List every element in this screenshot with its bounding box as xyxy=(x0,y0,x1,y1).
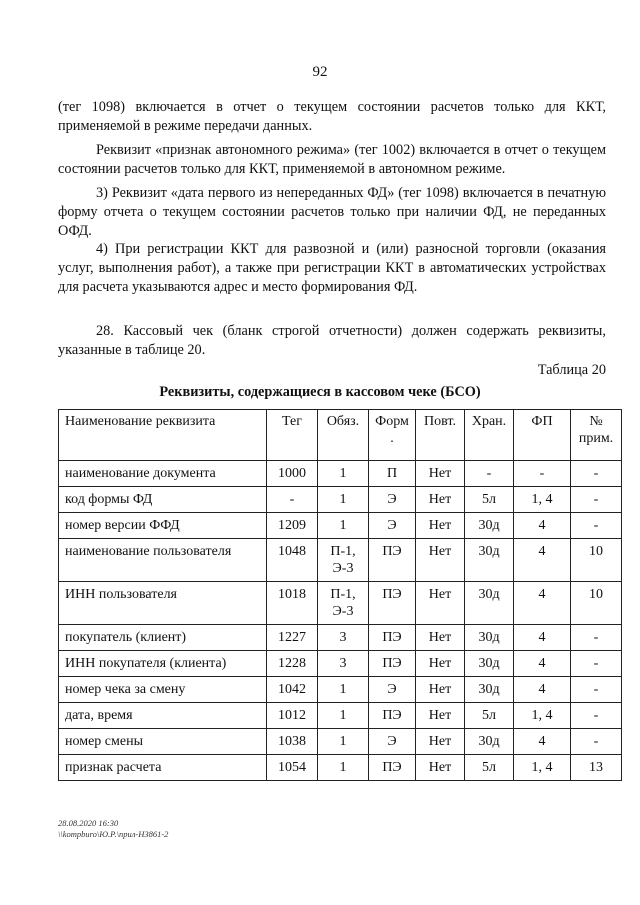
table-cell: Нет xyxy=(416,729,465,755)
paragraph-5 xyxy=(58,322,606,360)
table-cell: П-1, Э-3 xyxy=(318,582,369,625)
table-cell: 1018 xyxy=(267,582,318,625)
table-cell: 1, 4 xyxy=(514,703,571,729)
table-cell: 4 xyxy=(514,539,571,582)
requisite-name-cell: ИНН пользователя xyxy=(59,582,267,625)
table-row xyxy=(59,703,622,729)
table-cell: - xyxy=(571,703,622,729)
table-cell: 1012 xyxy=(267,703,318,729)
header-cell: Хран. xyxy=(465,410,514,461)
table-cell: - xyxy=(267,487,318,513)
table-cell: 4 xyxy=(514,513,571,539)
table-cell: 1, 4 xyxy=(514,755,571,781)
table-cell: - xyxy=(571,513,622,539)
table-cell: 1228 xyxy=(267,651,318,677)
header-cell: ФП xyxy=(514,410,571,461)
table-cell: 3 xyxy=(318,625,369,651)
table-cell: 13 xyxy=(571,755,622,781)
requisite-name-cell: дата, время xyxy=(59,703,267,729)
footer-stamp xyxy=(58,818,168,840)
paragraph-2 xyxy=(58,141,606,179)
paragraph-text: 28. Кассовый чек (бланк строгой отчетности) должен содержать реквизиты, указанные в таблице 20. xyxy=(58,323,606,358)
table-cell: 4 xyxy=(514,729,571,755)
paragraph-1 xyxy=(58,98,606,136)
table-cell: 1 xyxy=(318,703,369,729)
table-cell: - xyxy=(571,625,622,651)
paragraph-text: 3) Реквизит «дата первого из непереданных ФД» (тег 1098) включается в печатную форму отчета о текущем состоянии расчетов только при наличии ФД, не переданных ОФД. xyxy=(58,185,606,239)
requisite-name-cell: номер версии ФФД xyxy=(59,513,267,539)
table-cell: Э xyxy=(369,513,416,539)
table-header-row xyxy=(59,410,622,461)
table-row xyxy=(59,729,622,755)
table-cell: ПЭ xyxy=(369,703,416,729)
table-row xyxy=(59,487,622,513)
table-cell: 1 xyxy=(318,755,369,781)
table-cell: 4 xyxy=(514,651,571,677)
table-row xyxy=(59,755,622,781)
table-cell: 30д xyxy=(465,651,514,677)
table-cell: Нет xyxy=(416,487,465,513)
table-row xyxy=(59,513,622,539)
table-cell: 1 xyxy=(318,461,369,487)
header-cell: Обяз. xyxy=(318,410,369,461)
table-cell: Э xyxy=(369,729,416,755)
requisite-name-cell: номер смены xyxy=(59,729,267,755)
requisite-name-cell: признак расчета xyxy=(59,755,267,781)
table-row xyxy=(59,677,622,703)
table-cell: Нет xyxy=(416,703,465,729)
paragraph-3 xyxy=(58,184,606,241)
table-cell: - xyxy=(514,461,571,487)
paragraph-text: (тег 1098) включается в отчет о текущем состоянии расчетов только для ККТ, применяемой в режиме передачи данных. xyxy=(58,99,606,134)
table-caption: Таблица 20 xyxy=(537,362,606,378)
header-cell: Тег xyxy=(267,410,318,461)
table-row xyxy=(59,539,622,582)
requisite-name-cell: ИНН покупателя (клиента) xyxy=(59,651,267,677)
table-cell: - xyxy=(465,461,514,487)
table-cell: ПЭ xyxy=(369,582,416,625)
table-cell: 4 xyxy=(514,582,571,625)
table-cell: Э xyxy=(369,677,416,703)
table-cell: ПЭ xyxy=(369,625,416,651)
table-cell: ПЭ xyxy=(369,539,416,582)
table-cell: 1054 xyxy=(267,755,318,781)
requisite-name-cell: код формы ФД xyxy=(59,487,267,513)
footer-path: \\kompburo\Ю.Р.\прил-НЗ861-2 xyxy=(58,829,169,839)
table-cell: 10 xyxy=(571,582,622,625)
table-cell: Нет xyxy=(416,513,465,539)
requisite-name-cell: наименование пользователя xyxy=(59,539,267,582)
table-cell: 5л xyxy=(465,755,514,781)
page-number: 92 xyxy=(312,64,328,80)
table-cell: 30д xyxy=(465,513,514,539)
table-cell: 30д xyxy=(465,677,514,703)
table-cell: 30д xyxy=(465,582,514,625)
table-cell: 1 xyxy=(318,487,369,513)
paragraph-text: Реквизит «признак автономного режима» (тег 1002) включается в отчет о текущем состоянии расчетов только для ККТ, применяемой в автономном режиме. xyxy=(58,142,606,177)
requisite-name-cell: номер чека за смену xyxy=(59,677,267,703)
table-row xyxy=(59,461,622,487)
table-cell: - xyxy=(571,461,622,487)
table-cell: 4 xyxy=(514,677,571,703)
table-cell: - xyxy=(571,651,622,677)
paragraph-text: 4) При регистрации ККТ для развозной и (или) разносной торговли (оказания услуг, выполнения работ), а также при регистрации ККТ в автоматических устройствах для расчета указываются адрес и место формирования ФД. xyxy=(58,241,606,295)
table-cell: 30д xyxy=(465,625,514,651)
requisites-table xyxy=(58,409,622,781)
table-cell: 30д xyxy=(465,539,514,582)
table-row xyxy=(59,582,622,625)
table-cell: 4 xyxy=(514,625,571,651)
header-cell: Наименование реквизита xyxy=(59,410,267,461)
requisite-name-cell: наименование документа xyxy=(59,461,267,487)
table-cell: 1000 xyxy=(267,461,318,487)
table-cell: 1 xyxy=(318,513,369,539)
table-cell: 1 xyxy=(318,729,369,755)
table-body xyxy=(59,461,622,781)
table-cell: Нет xyxy=(416,651,465,677)
table-cell: П-1, Э-3 xyxy=(318,539,369,582)
table-cell: - xyxy=(571,729,622,755)
table-cell: 1048 xyxy=(267,539,318,582)
table-cell: Нет xyxy=(416,539,465,582)
table-row xyxy=(59,625,622,651)
table-title: Реквизиты, содержащиеся в кассовом чеке (БСО) xyxy=(159,384,481,400)
table-cell: Нет xyxy=(416,755,465,781)
table-cell: ПЭ xyxy=(369,651,416,677)
paragraph-4 xyxy=(58,240,606,297)
table-cell: 5л xyxy=(465,703,514,729)
table-cell: ПЭ xyxy=(369,755,416,781)
header-cell: Форм . xyxy=(369,410,416,461)
footer-date: 28.08.2020 16:30 xyxy=(58,818,119,828)
header-cell: № прим. xyxy=(571,410,622,461)
table-cell: 1 xyxy=(318,677,369,703)
table-cell: 1038 xyxy=(267,729,318,755)
table-cell: Э xyxy=(369,487,416,513)
table-cell: Нет xyxy=(416,677,465,703)
requisite-name-cell: покупатель (клиент) xyxy=(59,625,267,651)
table-cell: Нет xyxy=(416,582,465,625)
table-cell: - xyxy=(571,677,622,703)
table-cell: 1227 xyxy=(267,625,318,651)
table-cell: П xyxy=(369,461,416,487)
table-cell: - xyxy=(571,487,622,513)
table-cell: 30д xyxy=(465,729,514,755)
table-cell: 5л xyxy=(465,487,514,513)
table-cell: 1209 xyxy=(267,513,318,539)
table-cell: Нет xyxy=(416,461,465,487)
table-cell: 1, 4 xyxy=(514,487,571,513)
table-cell: Нет xyxy=(416,625,465,651)
header-cell: Повт. xyxy=(416,410,465,461)
table-cell: 3 xyxy=(318,651,369,677)
table-row xyxy=(59,651,622,677)
table-cell: 10 xyxy=(571,539,622,582)
table-cell: 1042 xyxy=(267,677,318,703)
